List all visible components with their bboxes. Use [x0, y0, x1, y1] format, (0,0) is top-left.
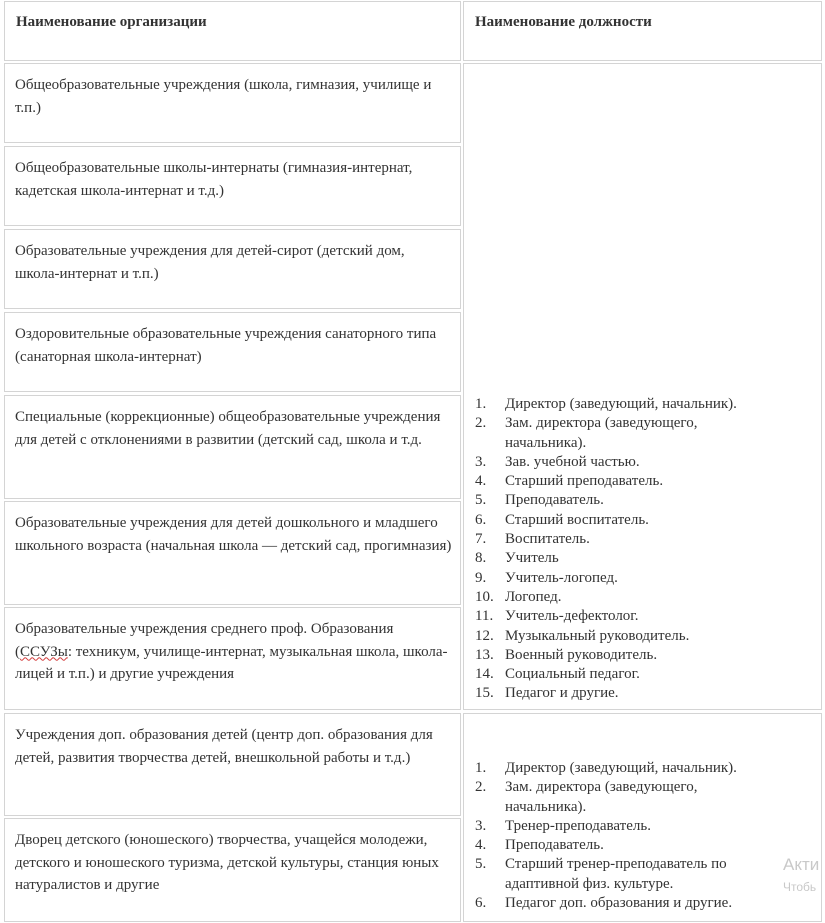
organization-row-9: [4, 818, 461, 922]
list-item: 3. Тренер-преподаватель.: [475, 817, 651, 834]
organization-text: Оздоровительные образовательные учреждения санаторного типа (санаторная школа-интернат): [15, 326, 437, 365]
organization-text: Образовательные учреждения для детей дошкольного и младшего школьного возраста (начальная школа — детский сад, прогимназия): [15, 515, 452, 554]
list-item: 3. Зав. учебной частью.: [475, 453, 640, 470]
list-item: 6. Педагог доп. образования и другие.: [475, 895, 733, 912]
header-organization-cell: [4, 1, 461, 61]
list-item: 4. Старший преподаватель.: [475, 473, 664, 490]
list-item: 1. Директор (заведующий, начальник).: [475, 396, 737, 412]
organization-text: Дворец детского (юношеского) творчества, учащейся молодежи, детского и юношеского туризма, детской культуры, станция юных натуралистов и другие: [15, 832, 439, 893]
positions-cell-group-1: [463, 63, 822, 710]
list-item: 2. Зам. директора (заведующего, начальника).: [475, 779, 698, 815]
organization-text: Учреждения доп. образования детей (центр доп. образования для детей, развития творчества детей, внешкольной работы и т.д.): [15, 727, 433, 766]
list-item: 7. Воспитатель.: [475, 531, 590, 548]
list-item: 15. Педагог и другие.: [475, 685, 619, 702]
list-item: 9. Учитель-логопед.: [475, 569, 618, 586]
list-item: 13. Военный руководитель.: [475, 646, 658, 663]
organization-text-before: Образовательные учреждения среднего проф. Образования (: [15, 621, 394, 660]
organization-text: Образовательные учреждения для детей-сирот (детский дом, школа-интернат и т.п.): [15, 243, 405, 282]
header-position-label: Наименование должности: [475, 14, 652, 30]
list-item: 6. Старший воспитатель.: [475, 511, 649, 528]
list-item: 2. Зам. директора (заведующего, начальника).: [475, 415, 698, 451]
list-item: 5. Старший тренер-преподаватель по адаптивной физ. культуре.: [475, 856, 727, 892]
list-item: 8. Учитель: [475, 550, 559, 567]
organization-row-8: [4, 713, 461, 816]
organization-row-2: [4, 146, 461, 226]
activation-watermark-subtitle: Чтобь: [783, 880, 817, 894]
header-position-cell: [463, 1, 822, 61]
positions-list-2: [475, 759, 737, 913]
list-item: 5. Преподаватель.: [475, 492, 604, 509]
positions-cell-group-2: [463, 713, 822, 922]
list-item: 10. Логопед.: [475, 588, 562, 605]
organization-row-3: [4, 229, 461, 309]
organization-text-after: : техникум, училище-интернат, музыкальная школа, школа-лицей и т.п.) и другие учреждения: [15, 643, 448, 682]
organization-text: Специальные (коррекционные) общеобразовательные учреждения для детей с отклонениями в развитии (детский сад, школа и т.д.: [15, 409, 441, 448]
organization-row-4: [4, 312, 461, 392]
positions-list-1: [475, 395, 737, 704]
organization-row-5: [4, 395, 461, 499]
header-organization-label: Наименование организации: [16, 14, 207, 30]
organization-text: Общеобразовательные учреждения (школа, гимназия, училище и т.п.): [15, 77, 432, 116]
list-item: 11. Учитель-дефектолог.: [475, 608, 639, 625]
organization-row-7: [4, 607, 461, 710]
ssuz-abbreviation: ССУЗы: [20, 643, 68, 660]
list-item: 1. Директор (заведующий, начальник).: [475, 760, 737, 776]
organization-text: Общеобразовательные школы-интернаты (гимназия-интернат, кадетская школа-интернат и т.д.): [15, 160, 413, 199]
organization-row-1: [4, 63, 461, 143]
list-item: 4. Преподаватель.: [475, 837, 604, 854]
list-item: 14. Социальный педагог.: [475, 666, 640, 683]
organization-row-6: [4, 501, 461, 605]
list-item: 12. Музыкальный руководитель.: [475, 627, 690, 644]
activation-watermark-title: Акти: [783, 855, 820, 874]
